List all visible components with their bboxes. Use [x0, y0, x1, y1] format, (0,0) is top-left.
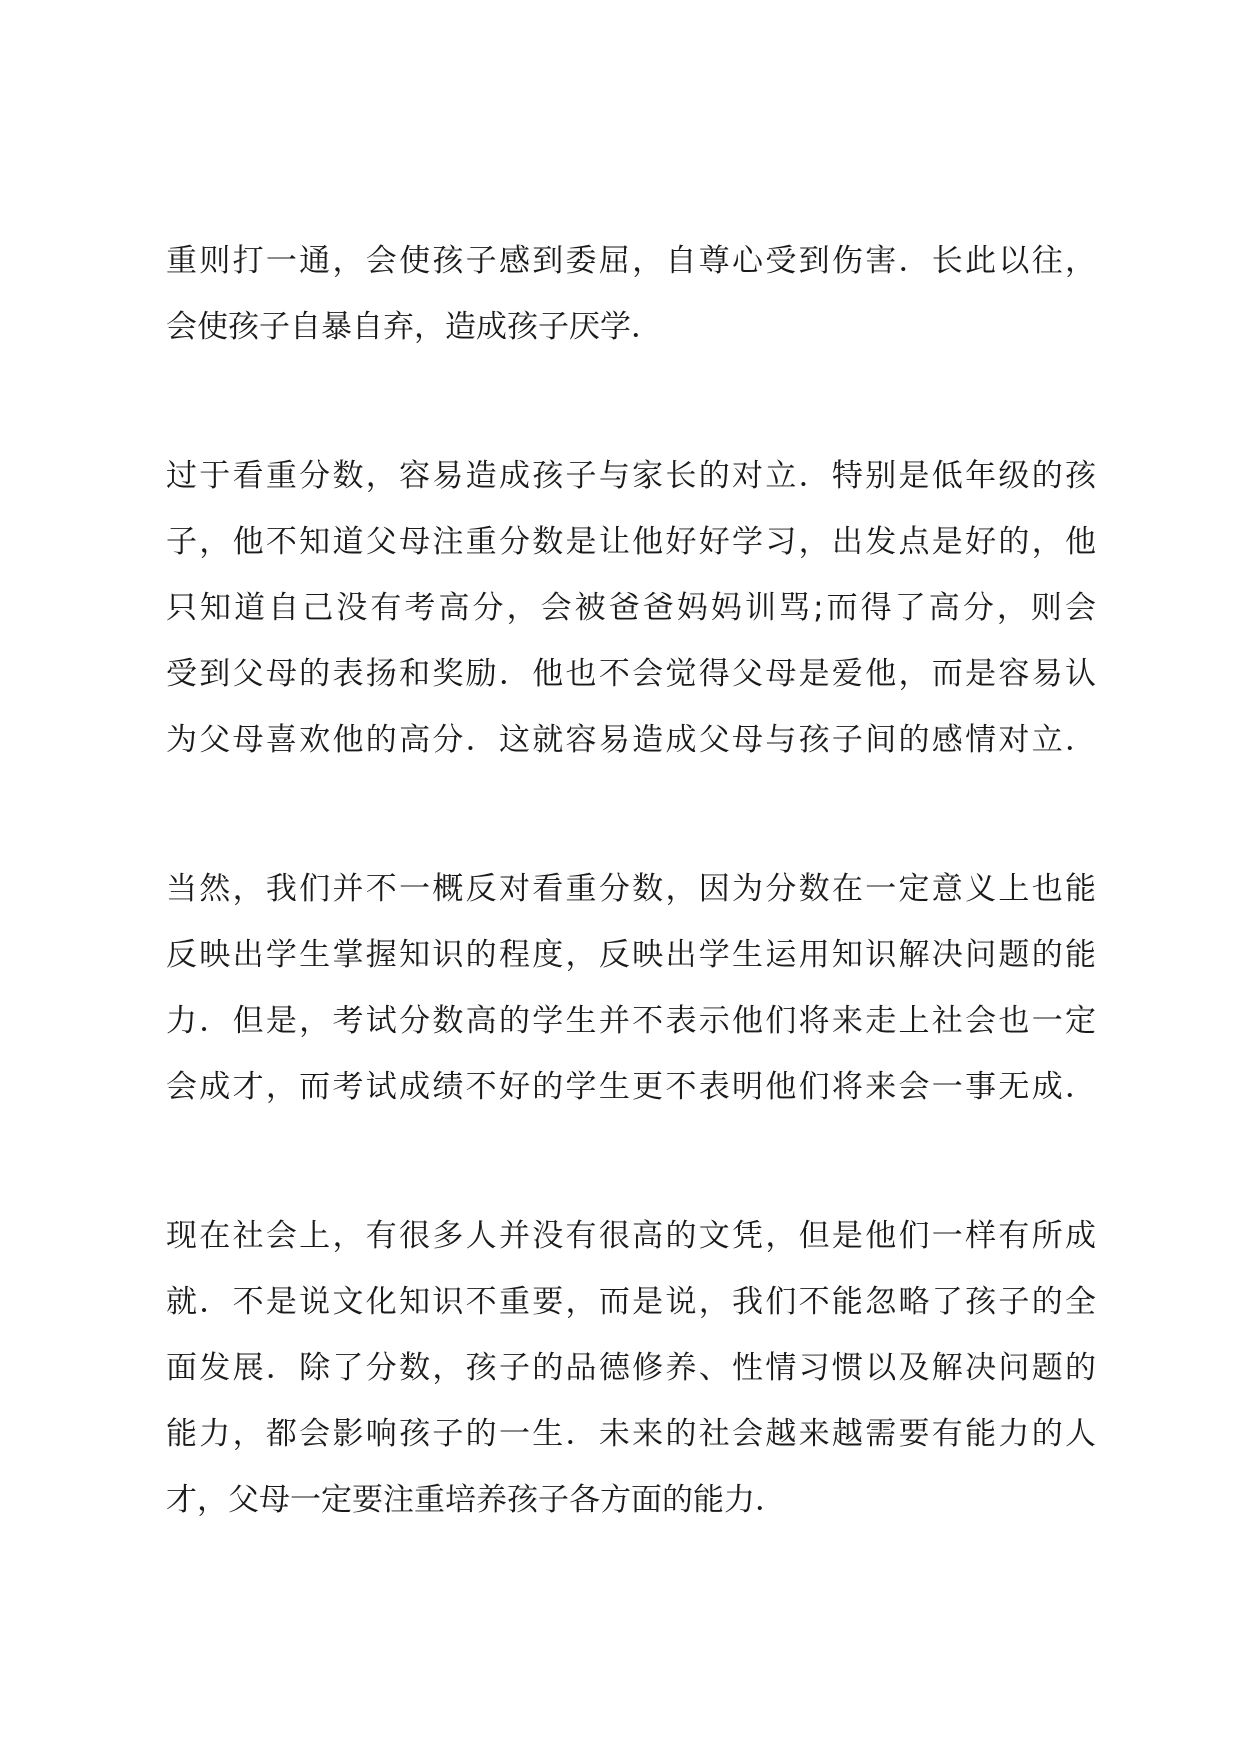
paragraph-3 — [166, 856, 1096, 1120]
text-line: 当然，我们并不一概反对看重分数，因为分数在一定意义上也能 — [166, 871, 1096, 907]
text-line: 过于看重分数，容易造成孩子与家长的对立．特别是低年级的孩 — [166, 458, 1096, 494]
text-line: 面发展．除了分数，孩子的品德修养、性情习惯以及解决问题的 — [166, 1350, 1096, 1386]
text-line: 现在社会上，有很多人并没有很高的文凭，但是他们一样有所成 — [166, 1218, 1096, 1254]
text-line: 力．但是，考试分数高的学生并不表示他们将来走上社会也一定 — [166, 1003, 1096, 1039]
text-line: 反映出学生掌握知识的程度，反映出学生运用知识解决问题的能 — [166, 937, 1096, 973]
text-line: 就．不是说文化知识不重要，而是说，我们不能忽略了孩子的全 — [166, 1284, 1096, 1320]
text-line: 只知道自己没有考高分，会被爸爸妈妈训骂;而得了高分，则会 — [166, 590, 1096, 626]
text-line: 子，他不知道父母注重分数是让他好好学习，出发点是好的，他 — [166, 524, 1096, 560]
text-line: 能力，都会影响孩子的一生．未来的社会越来越需要有能力的人 — [166, 1416, 1096, 1452]
paragraph-4 — [166, 1203, 1096, 1533]
paragraph-2 — [166, 443, 1096, 773]
text-line: 为父母喜欢他的高分．这就容易造成父母与孩子间的感情对立． — [166, 722, 1096, 758]
text-line: 受到父母的表扬和奖励．他也不会觉得父母是爱他，而是容易认 — [166, 656, 1096, 692]
text-line: 会成才，而考试成绩不好的学生更不表明他们将来会一事无成． — [166, 1069, 1096, 1105]
paragraph-1 — [166, 228, 1096, 360]
document-body — [166, 228, 1096, 1616]
text-line: 会使孩子自暴自弃，造成孩子厌学． — [166, 309, 662, 345]
text-line: 才，父母一定要注重培养孩子各方面的能力． — [166, 1482, 786, 1518]
text-line: 重则打一通，会使孩子感到委屈，自尊心受到伤害．长此以往， — [166, 243, 1096, 279]
